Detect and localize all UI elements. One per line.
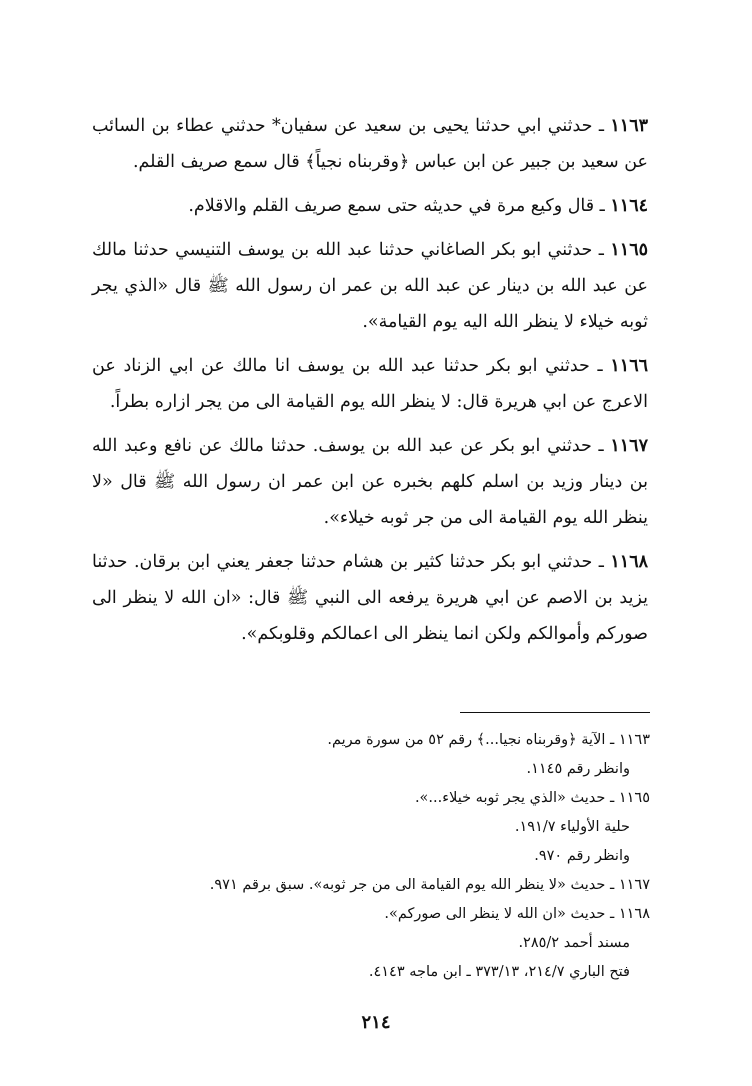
hadith-body: ـ قال وكيع مرة في حديثه حتى سمع صريف القلم والاقلام. (188, 196, 605, 216)
footnote-line: حلية الأولياء ١٩١/٧. (514, 819, 630, 835)
hadith-body: ـ حدثني ابو بكر حدثنا كثير بن هشام حدثنا جعفر يعني ابن برقان. حدثنا يزيد بن الاصم عن ابي هريرة يرفعه الى النبي ﷺ قال: «ان الله لا ينظر الى صوركم وأموالكم ولكن انما ينظر الى اعمالكم وقلوبكم». (92, 552, 648, 644)
hadith-1165 (92, 232, 648, 340)
footnote-divider (460, 712, 650, 713)
footnote-line: ١١٦٣ ـ الآية ﴿وقربناه نجيا...﴾ رقم ٥٢ من سورة مريم. (327, 732, 650, 748)
footnote-line: ١١٦٧ ـ حديث «لا ينظر الله يوم القيامة الى من جر ثوبه». سبق برقم ٩٧١. (209, 877, 650, 893)
footnotes (100, 726, 650, 987)
hadith-body: ـ حدثني ابو بكر الصاغاني حدثنا عبد الله بن يوسف التنيسي حدثنا مالك عن عبد الله بن دينار عن عبد الله بن عمر ان رسول الله ﷺ قال «الذي يجر ثوبه خيلاء لا ينظر الله اليه يوم القيامة». (92, 240, 648, 332)
hadith-number: ١١٦٣ (610, 116, 648, 136)
footnote-line: وانظر رقم ١١٤٥. (526, 761, 630, 777)
footnote-line: وانظر رقم ٩٧٠. (534, 848, 630, 864)
hadith-1164 (92, 188, 648, 224)
hadith-number: ١١٦٨ (610, 552, 648, 572)
hadith-1166 (92, 348, 648, 420)
hadith-1168 (92, 544, 648, 652)
hadith-number: ١١٦٦ (610, 356, 648, 376)
footnote-line: ١١٦٥ ـ حديث «الذي يجر ثوبه خيلاء...». (414, 790, 650, 806)
hadith-body: ـ حدثني ابو بكر عن عبد الله بن يوسف. حدثنا مالك عن نافع وعبد الله بن دينار وزيد بن اسلم كلهم بخبره عن ابن عمر ان رسول الله ﷺ قال «لا ينظر الله يوم القيامة الى من جر ثوبه خيلاء». (92, 436, 648, 528)
footnote-line: مسند أحمد ٢٨٥/٢. (518, 935, 630, 951)
hadith-text-block (92, 108, 648, 660)
footnote-line: فتح الباري ٢١٤/٧، ٣٧٣/١٣ ـ ابن ماجه ٤١٤٣. (368, 964, 630, 980)
hadith-body: ـ حدثني ابو بكر حدثنا عبد الله بن يوسف انا مالك عن ابي الزناد عن الاعرج عن ابي هريرة قال: لا ينظر الله يوم القيامة الى من يجر ازاره بطراً. (92, 356, 648, 412)
hadith-1167 (92, 428, 648, 536)
hadith-number: ١١٦٧ (610, 436, 648, 456)
hadith-number: ١١٦٤ (610, 196, 648, 216)
page-number: ٢١٤ (361, 1012, 391, 1033)
hadith-body: ـ حدثني ابي حدثنا يحيى بن سعيد عن سفيان* حدثني عطاء بن السائب عن سعيد بن جبير عن ابن عباس ﴿وقربناه نجياً﴾ قال سمع صريف القلم. (92, 116, 648, 172)
hadith-number: ١١٦٥ (610, 240, 648, 260)
hadith-1163 (92, 108, 648, 180)
footnote-line: ١١٦٨ ـ حديث «ان الله لا ينظر الى صوركم». (384, 906, 650, 922)
